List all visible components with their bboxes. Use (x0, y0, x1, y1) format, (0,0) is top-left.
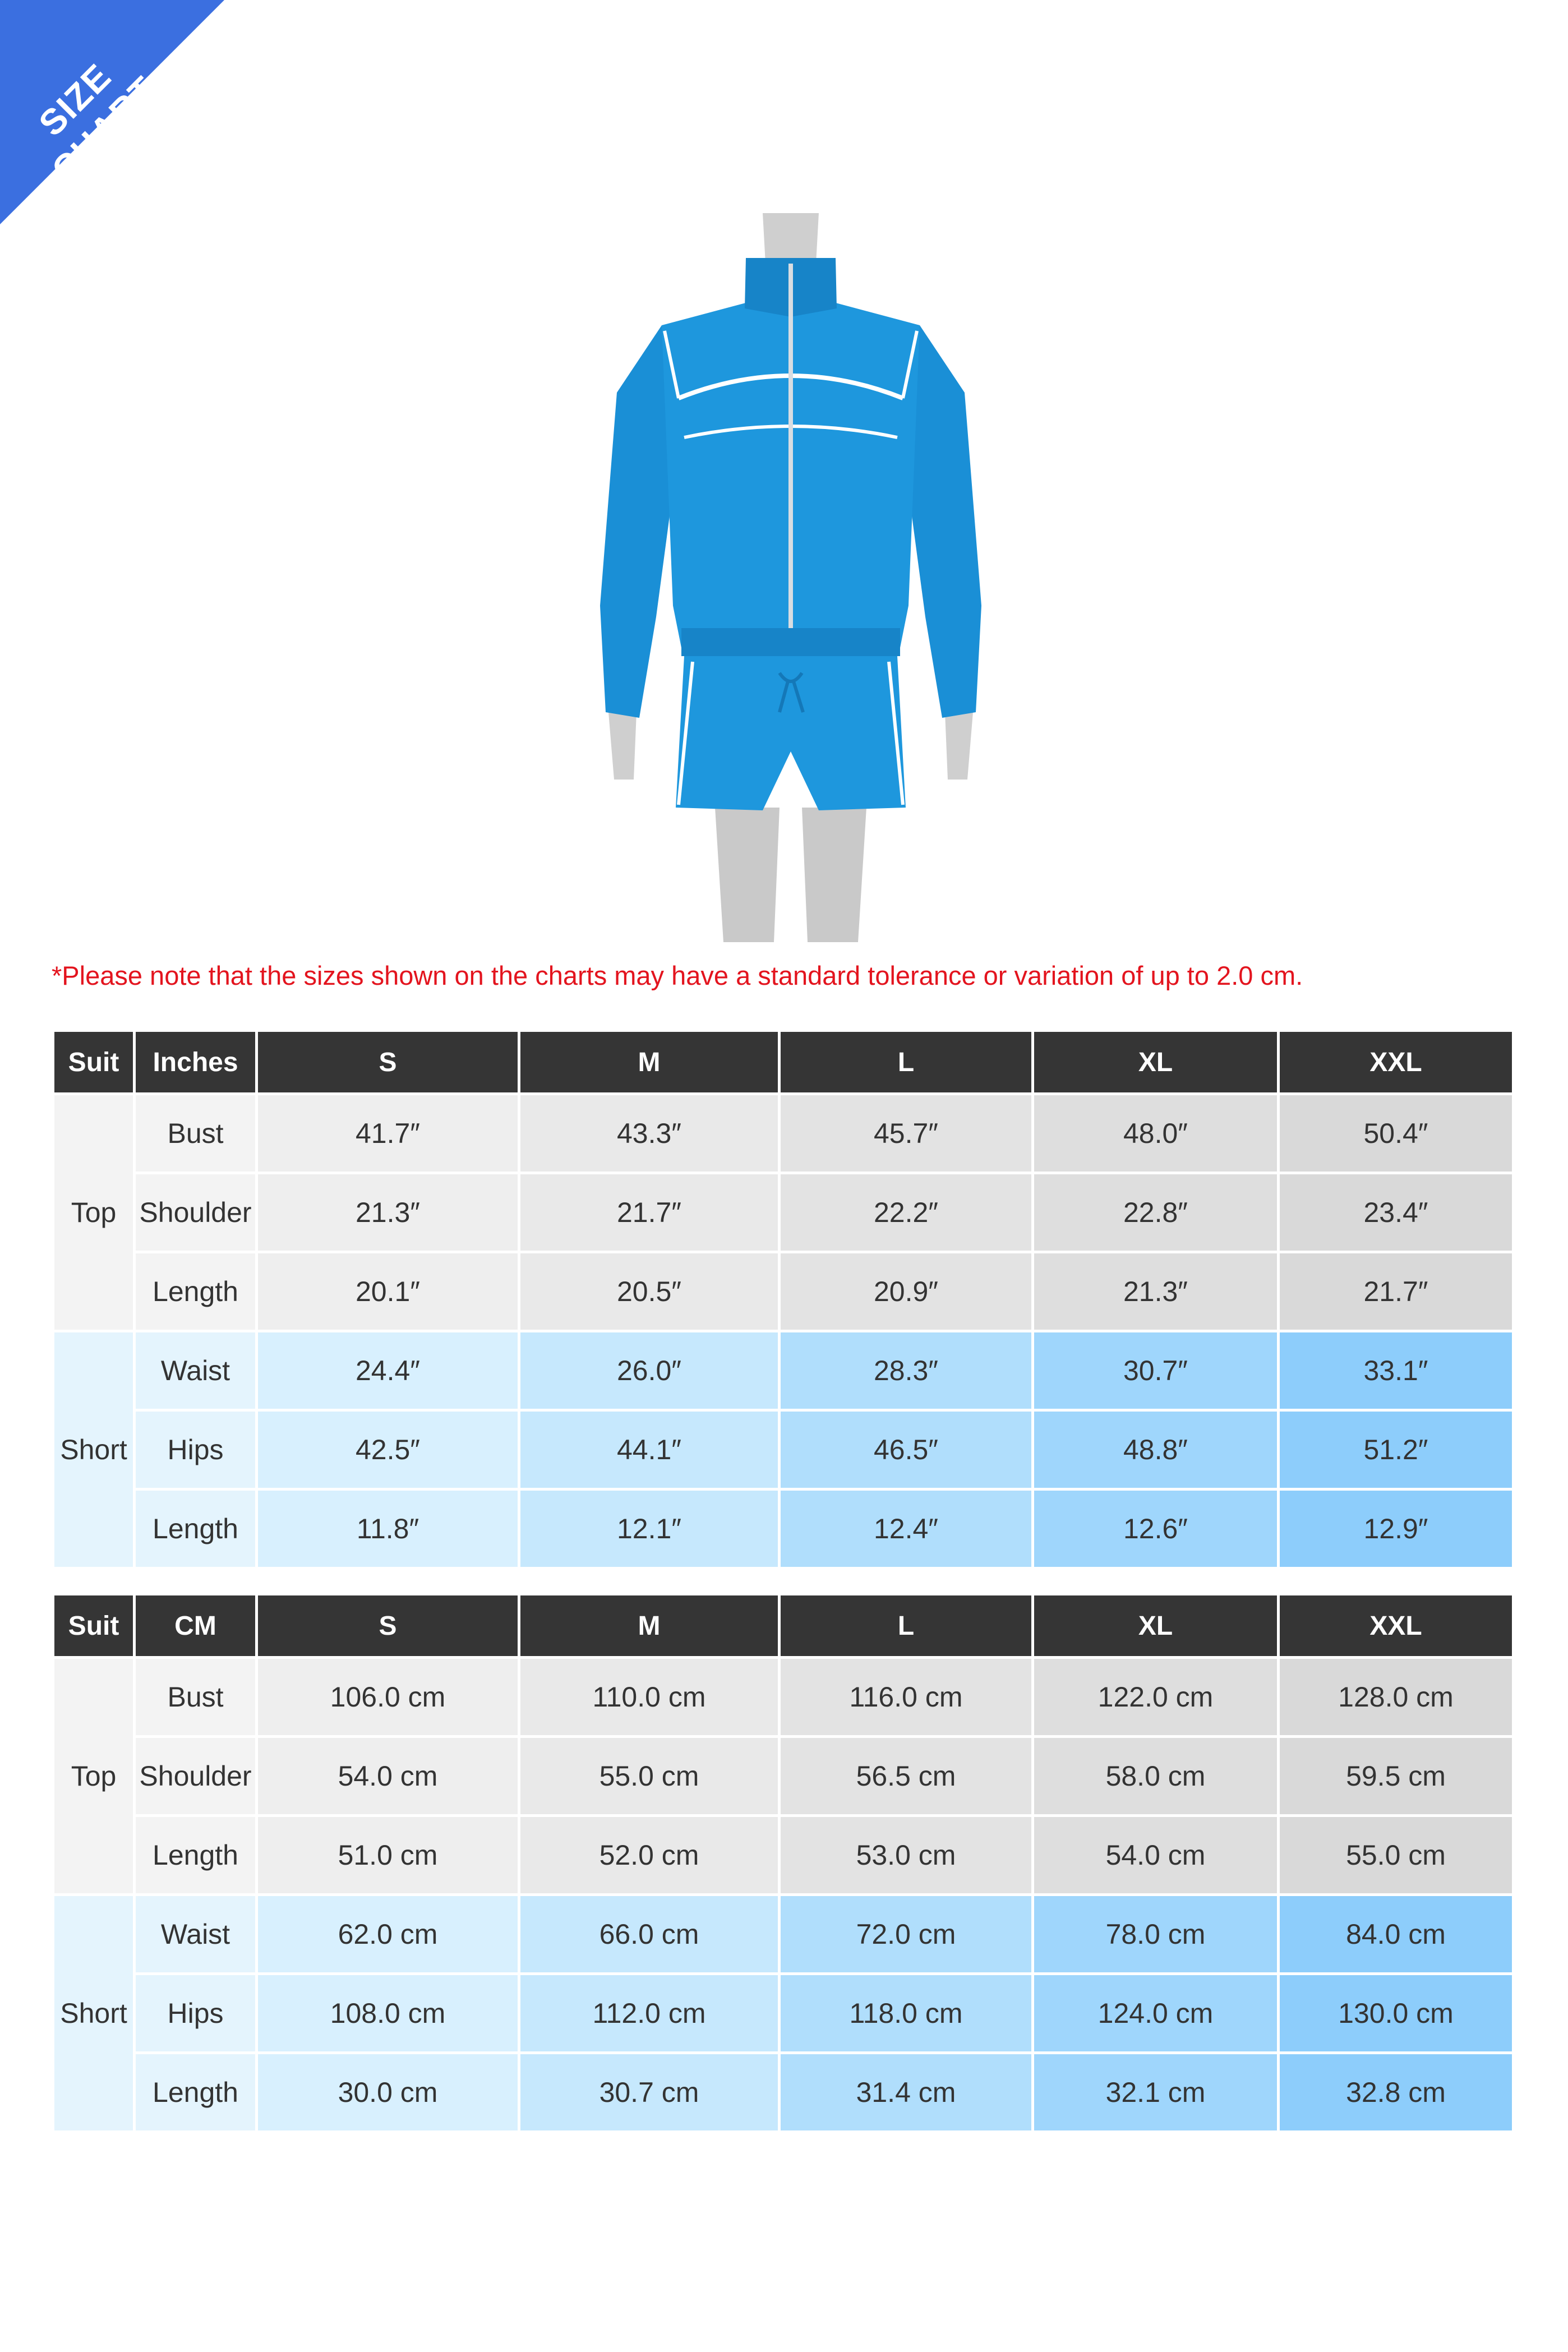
header-size-m: M (519, 1594, 780, 1658)
table-row (53, 1173, 1514, 1252)
cell-value: 55.0 cm (519, 1737, 780, 1816)
cell-value: 20.5″ (519, 1252, 780, 1331)
cm-size-table (52, 1593, 1515, 2133)
ribbon-label: SIZE CHART (31, 56, 165, 190)
mannequin-hand-left (608, 712, 637, 780)
cell-value: 116.0 cm (780, 1658, 1033, 1737)
cell-value: 21.3″ (257, 1173, 519, 1252)
cell-value: 56.5 cm (780, 1737, 1033, 1816)
cell-value: 50.4″ (1279, 1094, 1514, 1173)
table-row (53, 1737, 1514, 1816)
header-size-xxl: XXL (1279, 1031, 1514, 1094)
cell-value: 20.1″ (257, 1252, 519, 1331)
table-row (53, 2053, 1514, 2132)
suit-top: Top (53, 1658, 135, 1895)
cell-value: 44.1″ (519, 1410, 780, 1489)
cell-value: 30.7″ (1033, 1331, 1279, 1410)
cell-value: 12.6″ (1033, 1489, 1279, 1569)
header-size-s: S (257, 1594, 519, 1658)
cell-value: 41.7″ (257, 1094, 519, 1173)
header-size-xl: XL (1033, 1031, 1279, 1094)
table-row (53, 1410, 1514, 1489)
row-label: Bust (135, 1094, 257, 1173)
row-label: Length (135, 1489, 257, 1569)
cell-value: 21.7″ (1279, 1252, 1514, 1331)
header-size-l: L (780, 1594, 1033, 1658)
cell-value: 20.9″ (780, 1252, 1033, 1331)
row-label: Length (135, 2053, 257, 2132)
cell-value: 31.4 cm (780, 2053, 1033, 2132)
cell-value: 59.5 cm (1279, 1737, 1514, 1816)
cell-value: 53.0 cm (780, 1816, 1033, 1895)
row-label: Hips (135, 1410, 257, 1489)
row-label: Length (135, 1252, 257, 1331)
row-label: Waist (135, 1331, 257, 1410)
table-row (53, 1974, 1514, 2053)
cell-value: 33.1″ (1279, 1331, 1514, 1410)
cell-value: 55.0 cm (1279, 1816, 1514, 1895)
cell-value: 21.7″ (519, 1173, 780, 1252)
cell-value: 128.0 cm (1279, 1658, 1514, 1737)
cell-value: 78.0 cm (1033, 1895, 1279, 1974)
suit-top: Top (53, 1094, 135, 1331)
cell-value: 11.8″ (257, 1489, 519, 1569)
cell-value: 106.0 cm (257, 1658, 519, 1737)
table-row (53, 1816, 1514, 1895)
cell-value: 26.0″ (519, 1331, 780, 1410)
jacket-waistband (681, 628, 900, 656)
table-row (53, 1331, 1514, 1410)
header-size-m: M (519, 1031, 780, 1094)
table-row (53, 1658, 1514, 1737)
table-row (53, 1252, 1514, 1331)
cell-value: 54.0 cm (1033, 1816, 1279, 1895)
table-header-row (53, 1594, 1514, 1658)
row-label: Length (135, 1816, 257, 1895)
table-row (53, 1489, 1514, 1569)
cell-value: 66.0 cm (519, 1895, 780, 1974)
cell-value: 12.9″ (1279, 1489, 1514, 1569)
header-size-s: S (257, 1031, 519, 1094)
suit-short: Short (53, 1895, 135, 2132)
cell-value: 45.7″ (780, 1094, 1033, 1173)
cell-value: 72.0 cm (780, 1895, 1033, 1974)
cell-value: 51.2″ (1279, 1410, 1514, 1489)
mannequin-leg-left (715, 808, 780, 942)
cell-value: 58.0 cm (1033, 1737, 1279, 1816)
row-label: Shoulder (135, 1737, 257, 1816)
row-label: Shoulder (135, 1173, 257, 1252)
cell-value: 12.4″ (780, 1489, 1033, 1569)
size-chart-ribbon (0, 0, 236, 236)
cell-value: 30.0 cm (257, 2053, 519, 2132)
row-label: Hips (135, 1974, 257, 2053)
cell-value: 32.8 cm (1279, 2053, 1514, 2132)
mannequin-leg-right (802, 808, 866, 942)
table-header-row (53, 1031, 1514, 1094)
cell-value: 122.0 cm (1033, 1658, 1279, 1737)
mannequin-hand-right (945, 712, 973, 780)
cell-value: 124.0 cm (1033, 1974, 1279, 2053)
cell-value: 51.0 cm (257, 1816, 519, 1895)
header-suit: Suit (53, 1594, 135, 1658)
product-photo (594, 213, 987, 942)
header-size-l: L (780, 1031, 1033, 1094)
cell-value: 112.0 cm (519, 1974, 780, 2053)
cell-value: 52.0 cm (519, 1816, 780, 1895)
cell-value: 28.3″ (780, 1331, 1033, 1410)
table-row (53, 1094, 1514, 1173)
cell-value: 22.8″ (1033, 1173, 1279, 1252)
inches-size-table (52, 1029, 1515, 1570)
suit-short: Short (53, 1331, 135, 1569)
table-row (53, 1895, 1514, 1974)
cell-value: 22.2″ (780, 1173, 1033, 1252)
cell-value: 84.0 cm (1279, 1895, 1514, 1974)
header-size-xl: XL (1033, 1594, 1279, 1658)
cell-value: 32.1 cm (1033, 2053, 1279, 2132)
shorts (676, 656, 906, 810)
header-unit: CM (135, 1594, 257, 1658)
header-size-xxl: XXL (1279, 1594, 1514, 1658)
header-suit: Suit (53, 1031, 135, 1094)
header-unit: Inches (135, 1031, 257, 1094)
cell-value: 30.7 cm (519, 2053, 780, 2132)
row-label: Bust (135, 1658, 257, 1737)
cell-value: 48.8″ (1033, 1410, 1279, 1489)
cell-value: 12.1″ (519, 1489, 780, 1569)
cell-value: 46.5″ (780, 1410, 1033, 1489)
cell-value: 24.4″ (257, 1331, 519, 1410)
cell-value: 108.0 cm (257, 1974, 519, 2053)
cell-value: 62.0 cm (257, 1895, 519, 1974)
cell-value: 42.5″ (257, 1410, 519, 1489)
tolerance-note: *Please note that the sizes shown on the charts may have a standard tolerance or variation of up to 2.0 cm. (52, 961, 1303, 990)
cell-value: 118.0 cm (780, 1974, 1033, 2053)
cell-value: 21.3″ (1033, 1252, 1279, 1331)
row-label: Waist (135, 1895, 257, 1974)
cell-value: 130.0 cm (1279, 1974, 1514, 2053)
cell-value: 110.0 cm (519, 1658, 780, 1737)
cell-value: 48.0″ (1033, 1094, 1279, 1173)
cell-value: 23.4″ (1279, 1173, 1514, 1252)
cell-value: 54.0 cm (257, 1737, 519, 1816)
cell-value: 43.3″ (519, 1094, 780, 1173)
